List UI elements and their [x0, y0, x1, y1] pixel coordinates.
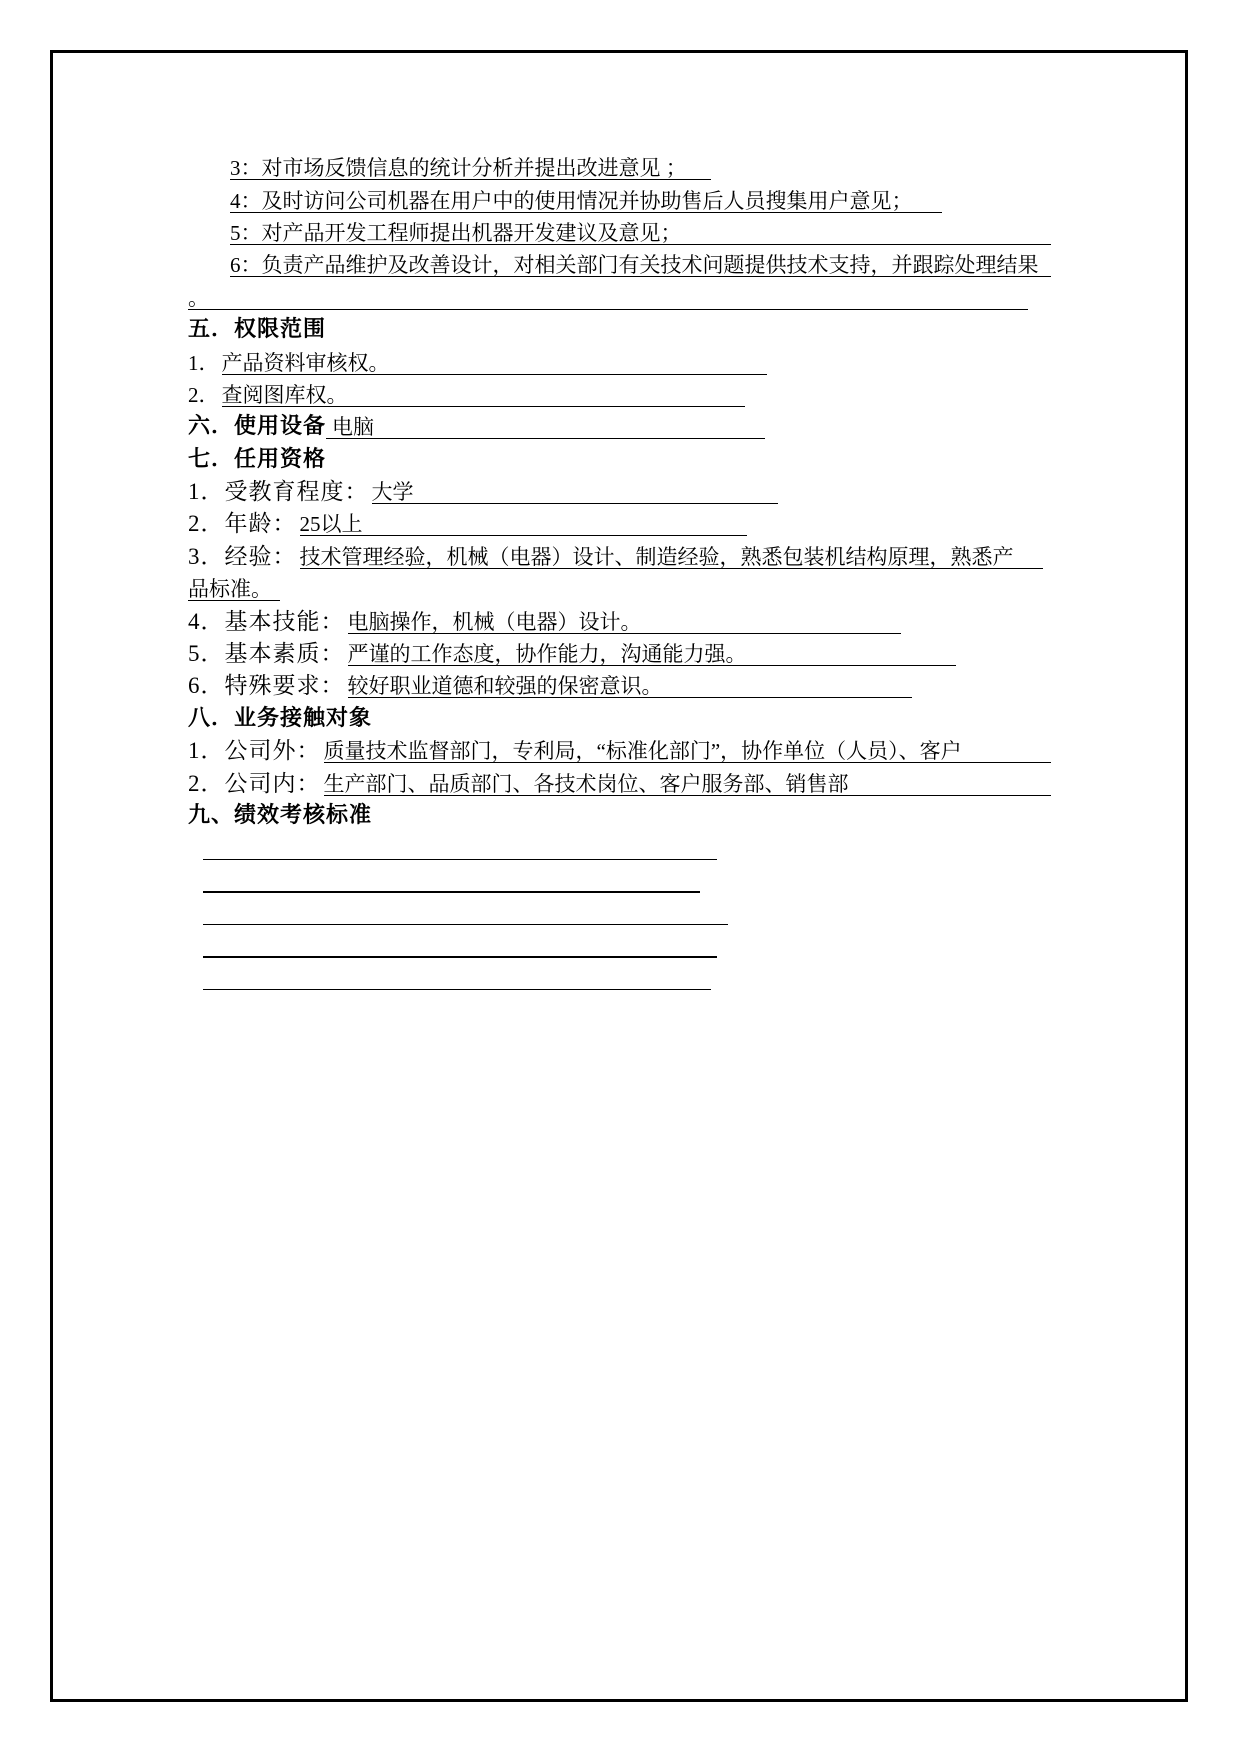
- performance-blank-row-4: [188, 929, 1068, 961]
- performance-blank-row-5: [188, 962, 1068, 994]
- section-performance-title: 九、绩效考核标准: [188, 803, 373, 828]
- section-qualifications-heading: [188, 444, 1068, 476]
- performance-blank-row-3: [188, 897, 1068, 929]
- duty-item-6: [188, 249, 1051, 281]
- authority-item-1-text: 产品资料审核权。: [222, 351, 768, 375]
- qualification-experience-wrap: [188, 573, 280, 605]
- qualification-qualities: [188, 638, 956, 670]
- section-equipment: [188, 411, 765, 443]
- qualification-experience: [188, 541, 1043, 573]
- qualification-qualities-value: 严谨的工作态度，协作能力，沟通能力强。: [348, 642, 957, 666]
- qualification-education-label: 1．受教育程度：: [188, 479, 369, 505]
- performance-blank-line-2: [203, 869, 700, 893]
- contacts-internal-label: 2．公司内：: [188, 770, 321, 796]
- performance-blank-line-1: [203, 836, 717, 860]
- section-performance-heading: [188, 800, 1068, 832]
- duty-item-5: [188, 217, 1051, 249]
- performance-blank-row-1: [188, 832, 1068, 864]
- duty-item-5-text: 5：对产品开发工程师提出机器开发建议及意见；: [230, 221, 1051, 245]
- section-contacts-title: 八．业务接触对象: [188, 705, 373, 731]
- duty-item-4: [188, 184, 942, 216]
- equipment-value: 电脑: [326, 415, 765, 439]
- qualification-skills: [188, 605, 901, 637]
- qualification-special-label: 6．特殊要求：: [188, 673, 345, 699]
- qualification-special: [188, 670, 912, 702]
- qualification-age-label: 2．年龄：: [188, 511, 297, 537]
- qualification-experience-label: 3．经验：: [188, 543, 297, 569]
- qualification-age-value: 25以上: [300, 512, 748, 536]
- qualification-education: [188, 476, 778, 508]
- section-contacts-heading: [188, 703, 1068, 735]
- document-body: [188, 152, 1068, 994]
- qualification-special-value: 较好职业道德和较强的保密意识。: [348, 674, 913, 698]
- performance-blank-row-2: [188, 865, 1068, 897]
- contacts-internal: [188, 767, 1051, 799]
- duty-item-6-text: 6：负责产品维护及改善设计，对相关部门有关技术问题提供技术支持，并跟踪处理结果: [230, 253, 1051, 277]
- contacts-external: [188, 735, 1051, 767]
- contacts-internal-value: 生产部门、品质部门、各技术岗位、客户服务部、销售部: [324, 772, 1052, 796]
- qualification-age: [188, 508, 747, 540]
- qualification-experience-wrap-value: 品标准。: [188, 577, 280, 601]
- authority-item-2-text: 查阅图库权。: [222, 383, 746, 407]
- duty-item-3-text: 3：对市场反馈信息的统计分析并提出改进意见 ；: [230, 156, 711, 180]
- qualification-education-value: 大学: [372, 480, 779, 504]
- qualification-experience-value: 技术管理经验，机械（电器）设计、制造经验，熟悉包装机结构原理，熟悉产: [300, 545, 1044, 569]
- section-authority-title: 五．权限范围: [188, 317, 327, 343]
- authority-item-2-label: 2．: [188, 382, 220, 407]
- performance-blank-line-3: [203, 901, 728, 925]
- duty-item-6-wrap-text: 。: [188, 286, 1028, 310]
- authority-item-1-label: 1．: [188, 350, 220, 375]
- performance-blank-line-4: [203, 934, 717, 958]
- qualification-skills-value: 电脑操作，机械（电器）设计。: [348, 610, 902, 634]
- duty-item-4-text: 4：及时访问公司机器在用户中的使用情况并协助售后人员搜集用户意见；: [230, 189, 942, 213]
- contacts-external-label: 1．公司外：: [188, 738, 321, 764]
- authority-item-1: [188, 346, 767, 378]
- contacts-external-value: 质量技术监督部门，专利局，“标准化部门”，协作单位（人员）、客户: [324, 739, 1052, 763]
- qualification-qualities-label: 5．基本素质：: [188, 641, 345, 667]
- duty-item-6-wrap: [188, 282, 1028, 314]
- duty-item-3: [188, 152, 711, 184]
- authority-item-2: [188, 379, 745, 411]
- qualification-skills-label: 4．基本技能：: [188, 608, 345, 634]
- section-qualifications-title: 七．任用资格: [188, 446, 327, 472]
- section-equipment-title: 六．使用设备: [188, 414, 327, 440]
- performance-blank-line-5: [203, 966, 711, 990]
- section-authority-heading: [188, 314, 1068, 346]
